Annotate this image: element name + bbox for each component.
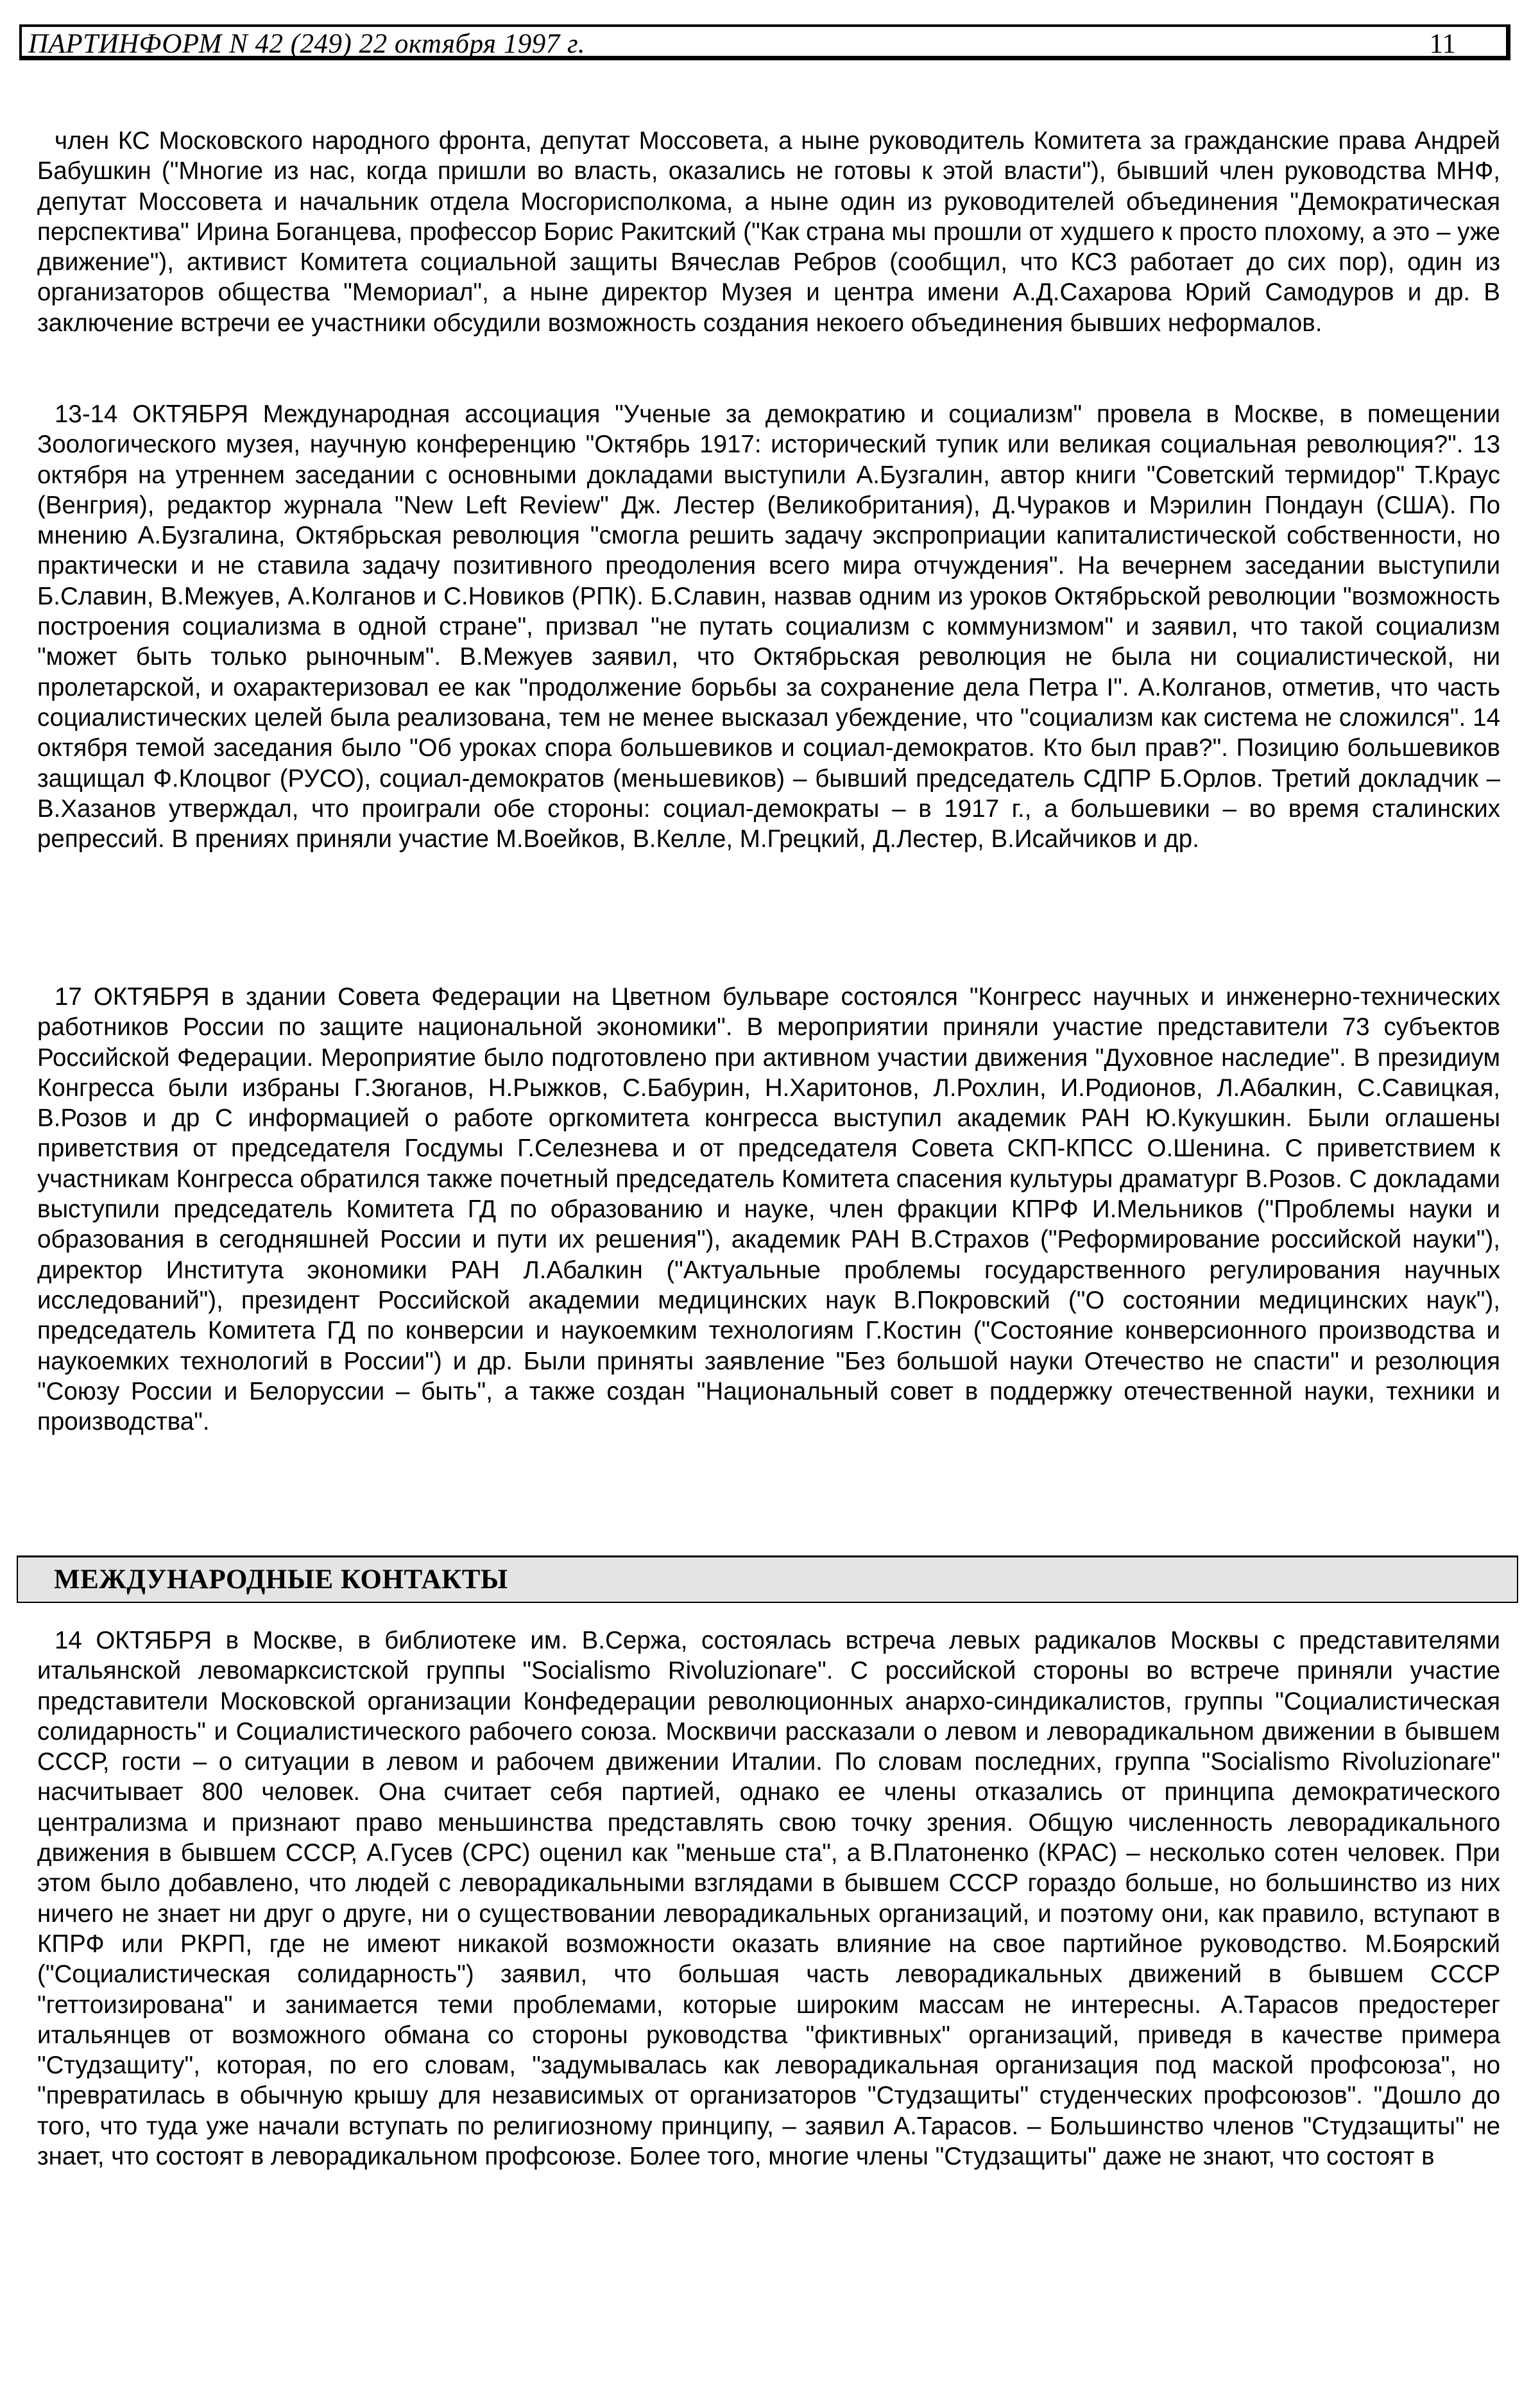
article-paragraph: 17 ОКТЯБРЯ в здании Совета Федерации на Цветном бульваре состоялся "Конгресс научных и инженерно-технических работников России по защите национальной экономики". В мероприятии приняли участие представители 73 субъектов Российской Федерации. Мероприятие было подготовлено при активном участии движения "Духовное наследие". В президиум Конгресса были избраны Г.Зюганов, Н.Рыжков, С.Бабурин, Н.Харитонов, Л.Рохлин, И.Родионов, Л.Абалкин, С.Савицкая, В.Розов и др С информацией о работе оргкомитета конгресса выступил академик РАН Ю.Кукушкин. Были оглашены приветствия от председателя Госдумы Г.Селезнева и от председателя Совета СКП-КПСС О.Шенина. С приветствием к участникам Конгресса обратился также почетный председатель Комитета спасения культуры драматург В.Розов. С докладами выступили председатель Комитета ГД по образованию и науке, член фракции КПРФ И.Мельников ("Проблемы науки и образования в сегодняшней России и пути их решения"), академик РАН В.Страхов ("Реформирование российской науки"), директор Института экономики РАН Л.Абалкин ("Актуальные проблемы государственного регулирования научных исследований"), президент Российской академии медицинских наук В.Покровский ("О состоянии медицинских наук"), председатель Комитета ГД по конверсии и наукоемким технологиям Г.Костин ("Состояние конверсионного производства и наукоемких технологий в России") и др. Были приняты заявление "Без большой науки Отечество не спасти" и резолюция "Союзу России и Белоруссии – быть", а также создан "Национальный совет в поддержку отечественной науки, техники и производства". [37, 983, 1500, 1436]
article-paragraph: 13-14 ОКТЯБРЯ Международная ассоциация "Ученые за демократию и социализм" провела в Москве, в помещении Зоологического музея, научную конференцию "Октябрь 1917: исторический тупик или великая социальная революция?". 13 октября на утреннем заседании с основными докладами выступили А.Бузгалин, автор книги "Советский термидор" Т.Краус (Венгрия), редактор журнала "New Left Review" Дж. Лестер (Великобритания), Д.Чураков и Мэрилин Пондаун (США). По мнению А.Бузгалина, Октябрьская революция "смогла решить задачу экспроприации капиталистической собственности, но практически и не ставила задачу позитивного преодоления всего мира отчуждения". На вечернем заседании выступили Б.Славин, В.Межуев, А.Колганов и С.Новиков (РПК). Б.Славин, назвав одним из уроков Октябрьской революции "возможность построения социализма в одной стране", призвал "не путать социализм с коммунизмом" и заявил, что такой социализм "может быть только рыночным". В.Межуев заявил, что Октябрьская революция не была ни социалистической, ни пролетарской, и охарактеризовал ее как "продолжение борьбы за сохранение дела Петра I". А.Колганов, отметив, что часть социалистических целей была реализована, тем не менее высказал убеждение, что "социализм как система не сложился". 14 октября темой заседания было "Об уроках спора большевиков и социал-демократов. Кто был прав?". Позицию большевиков защищал Ф.Клоцвог (РУСО), социал-демократов (меньшевиков) – бывший председатель СДПР Б.Орлов. Третий докладчик – В.Хазанов утверждал, что проиграли обе стороны: социал-демократы – в 1917 г., а большевики – во время сталинских репрессий. В прениях приняли участие М.Воейков, В.Келле, М.Грецкий, Д.Лестер, В.Исайчиков и др. [37, 400, 1500, 853]
article-paragraph: член КС Московского народного фронта, депутат Моссовета, а ныне руководитель Комитета за гражданские права Андрей Бабушкин ("Многие из нас, когда пришли во власть, оказались не готовы к этой власти"), бывший член руководства МНФ, депутат Моссовета и начальник отдела Мосгорисполкома, а ныне один из руководителей объединения "Демократическая перспектива" Ирина Боганцева, профессор Борис Ракитский ("Как страна мы прошли от худшего к просто плохому, а это – уже движение"), активист Комитета социальной защиты Вячеслав Ребров (сообщил, что КСЗ работает до сих пор), один из организаторов общества "Мемориал", а ныне директор Музея и центра имени А.Д.Сахарова Юрий Самодуров и др. В заключение встречи ее участники обсудили возможность создания некоего объединения бывших неформалов. [37, 127, 1500, 337]
section-heading-bar [17, 1555, 1518, 1603]
article-paragraph: 14 ОКТЯБРЯ в Москве, в библиотеке им. В.Сержа, состоялась встреча левых радикалов Москвы с представителями итальянской левомарксистской группы "Socialismo Rivoluzionare". С российской стороны во встрече приняли участие представители Московской организации Конфедерации революционных анархо-синдикалистов, группы "Социалистическая солидарность" и Социалистического рабочего союза. Москвичи рассказали о левом и леворадикальном движении в бывшем СССР, гости – о ситуации в левом и рабочем движении Италии. По словам последних, группа "Socialismo Rivoluzionare" насчитывает 800 человек. Она считает себя партией, однако ее члены отказались от принципа демократического централизма и признают право меньшинства представлять свою точку зрения. Общую численность леворадикального движения в бывшем СССР, А.Гусев (СРС) оценил как "меньше ста", а В.Платоненко (КРАС) – несколько сотен человек. При этом было добавлено, что людей с леворадикальными взглядами в бывшем СССР гораздо больше, но большинство из них ничего не знает ни друг о друге, ни о существовании леворадикальных организаций, и поэтому они, как правило, вступают в КПРФ или РКРП, где не имеют никакой возможности оказать влияние на свое партийное руководство. М.Боярский ("Социалистическая солидарность") заявил, что большая часть леворадикальных движений в бывшем СССР "геттоизирована" и занимается теми проблемами, которые широким массам не интересны. А.Тарасов предостерег итальянцев от возможного обмана со стороны руководства "фиктивных" организаций, приведя в качестве примера "Студзащиту", которая, по его словам, "задумывалась как леворадикальная организация под маской профсоюза", но "превратилась в обычную крышу для независимых от организаторов "Студзащиты" студенческих профсоюзов". "Дошло до того, что туда уже начали вступать по религиозному принципу, – заявил А.Тарасов. – Большинство членов "Студзащиты" не знает, что состоят в леворадикальном профсоюзе. Более того, многие члены "Студзащиты" даже не знают, что состоят в [37, 1627, 1500, 2171]
header-title: ПАРТИНФОРМ N 42 (249) 22 октября 1997 г. [28, 29, 585, 59]
page-header [19, 24, 1510, 60]
section-title: МЕЖДУНАРОДНЫЕ КОНТАКТЫ [54, 1564, 508, 1595]
page-number: 11 [1429, 29, 1456, 59]
